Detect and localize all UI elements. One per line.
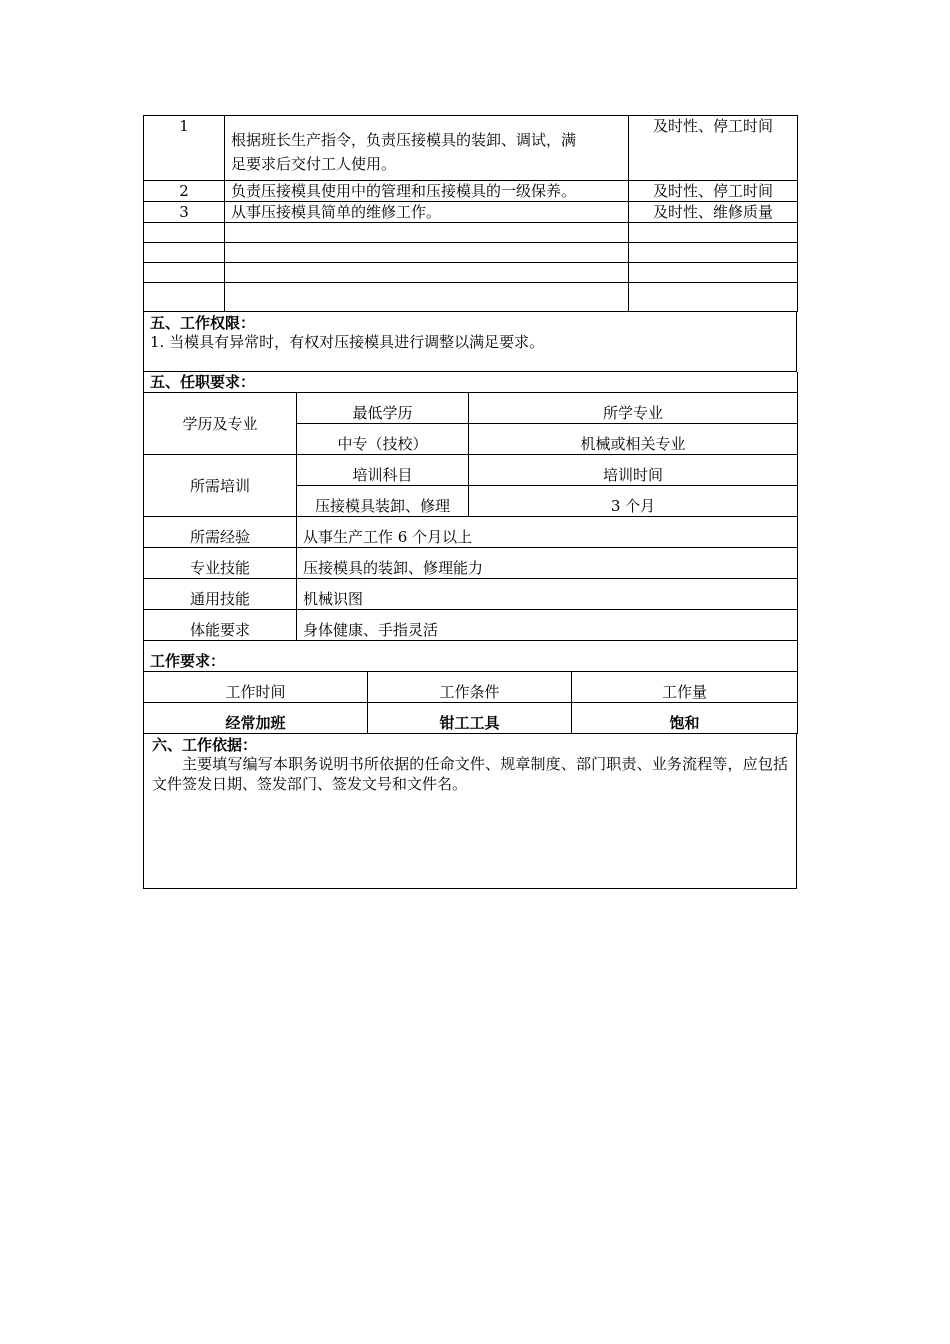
work-time-header: 工作时间 bbox=[144, 672, 368, 703]
authority-section bbox=[144, 312, 797, 372]
basis-title: 六、工作依据： bbox=[152, 736, 258, 754]
major-value: 机械或相关专业 bbox=[469, 424, 798, 455]
work-condition-header: 工作条件 bbox=[368, 672, 572, 703]
table-row bbox=[144, 116, 798, 181]
basis-text: 主要填写编写本职务说明书所依据的任命文件、规章制度、部门职责、业务流程等，应包括文件签发日期、签发部门、签发文号和文件名。 bbox=[152, 755, 788, 793]
table-row bbox=[144, 263, 798, 283]
training-label: 所需培训 bbox=[144, 455, 297, 517]
work-condition-value: 钳工工具 bbox=[368, 703, 572, 734]
table-row bbox=[144, 223, 798, 243]
duty-number: 1 bbox=[144, 116, 225, 181]
table-row bbox=[144, 243, 798, 263]
duty-number: 2 bbox=[144, 181, 225, 202]
duty-standard: 及时性、维修质量 bbox=[629, 202, 798, 223]
work-requirements-title-cell bbox=[144, 641, 798, 672]
table-row bbox=[144, 202, 798, 223]
education-label: 学历及专业 bbox=[144, 393, 297, 455]
authority-title: 五、工作权限： bbox=[150, 314, 256, 332]
professional-skill-label: 专业技能 bbox=[144, 548, 297, 579]
duty-content: 从事压接模具简单的维修工作。 bbox=[225, 202, 629, 223]
workload-header: 工作量 bbox=[572, 672, 798, 703]
duty-content-line: 足要求后交付工人使用。 bbox=[231, 155, 397, 173]
authority-item: 1. 当模具有异常时，有权对压接模具进行调整以满足要求。 bbox=[150, 333, 545, 351]
workload-value: 饱和 bbox=[572, 703, 798, 734]
duty-content-line: 根据班长生产指令，负责压接模具的装卸、调试，满 bbox=[231, 131, 577, 149]
duties-table bbox=[143, 115, 798, 312]
duty-number: 3 bbox=[144, 202, 225, 223]
min-education-value: 中专（技校） bbox=[297, 424, 469, 455]
general-skill-value: 机械识图 bbox=[297, 579, 798, 610]
training-time-value: 3 个月 bbox=[469, 486, 798, 517]
professional-skill-value: 压接模具的装卸、修理能力 bbox=[297, 548, 798, 579]
authority-table bbox=[143, 312, 797, 372]
table-row bbox=[144, 283, 798, 312]
qualifications-table bbox=[143, 372, 798, 641]
work-requirements-title: 工作要求： bbox=[150, 652, 226, 670]
work-requirements-table bbox=[143, 641, 798, 734]
training-time-header: 培训时间 bbox=[469, 455, 798, 486]
job-description-document bbox=[143, 115, 797, 889]
physical-requirement-value: 身体健康、手指灵活 bbox=[297, 610, 798, 641]
duty-content bbox=[225, 116, 629, 181]
table-row bbox=[144, 181, 798, 202]
physical-requirement-label: 体能要求 bbox=[144, 610, 297, 641]
basis-section bbox=[144, 734, 797, 889]
experience-label: 所需经验 bbox=[144, 517, 297, 548]
qualifications-title-cell bbox=[144, 372, 798, 393]
duty-standard: 及时性、停工时间 bbox=[629, 116, 798, 181]
experience-value: 从事生产工作 6 个月以上 bbox=[297, 517, 798, 548]
min-education-header: 最低学历 bbox=[297, 393, 469, 424]
work-time-value: 经常加班 bbox=[144, 703, 368, 734]
training-subject-value: 压接模具装卸、修理 bbox=[297, 486, 469, 517]
duty-content: 负责压接模具使用中的管理和压接模具的一级保养。 bbox=[225, 181, 629, 202]
duty-standard: 及时性、停工时间 bbox=[629, 181, 798, 202]
basis-table bbox=[143, 734, 797, 889]
general-skill-label: 通用技能 bbox=[144, 579, 297, 610]
qualifications-title: 五、任职要求： bbox=[150, 373, 256, 391]
major-header: 所学专业 bbox=[469, 393, 798, 424]
training-subject-header: 培训科目 bbox=[297, 455, 469, 486]
